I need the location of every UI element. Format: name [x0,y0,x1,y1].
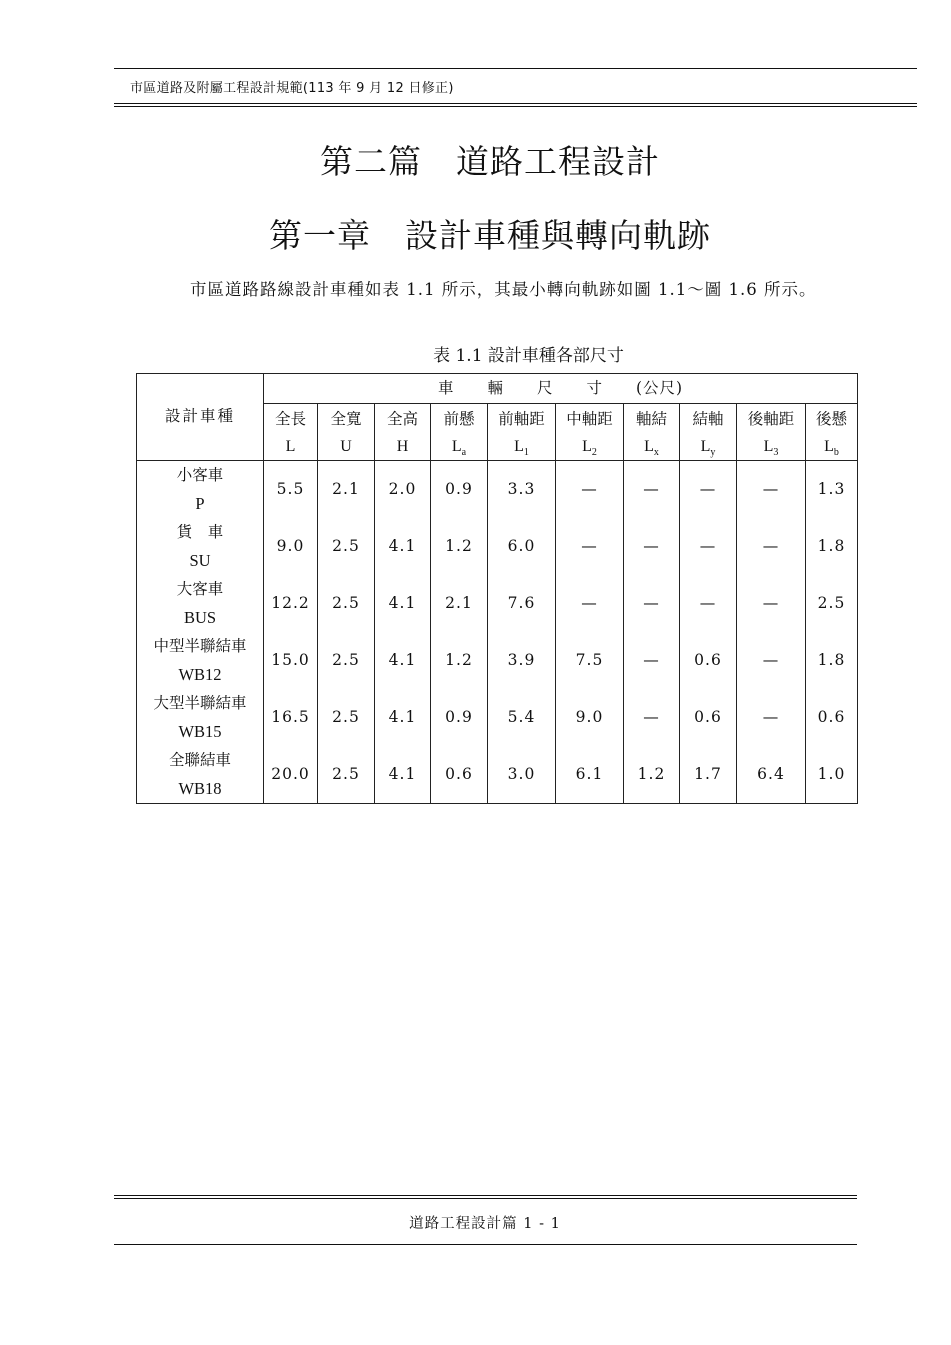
column-header [488,404,556,461]
footer-rule-bottom [114,1244,857,1245]
column-header-name: 全長 [274,410,306,428]
vehicle-code: BUS [183,608,217,627]
value-cell: 1.8 [806,632,858,689]
value-cell: 1.3 [806,461,858,519]
header-rule-top [114,68,917,69]
vehicle-code: WB18 [178,779,222,798]
vehicle-col-header-text: 設計車種 [164,407,235,426]
value-cell: 2.5 [318,518,375,575]
header-rule-bottom-2 [114,106,917,107]
vehicle-cell [137,575,264,632]
value-cell: 0.6 [431,746,488,804]
value-cell: — [624,575,680,632]
column-header-symbol: L [285,438,296,455]
vehicle-name: 大客車 [176,580,224,598]
table-row [137,632,858,689]
column-header [318,404,375,461]
column-header-symbol: $L_a$ [451,438,467,459]
vehicle-name: 大型半聯結車 [153,694,247,712]
value-cell: 0.9 [431,689,488,746]
value-cell: 4.1 [375,689,431,746]
value-cell: 3.3 [488,461,556,519]
value-cell: 3.9 [488,632,556,689]
value-cell: 1.7 [680,746,737,804]
column-header-name: 全高 [386,410,418,428]
page-number: 道路工程設計篇 1 - 1 [409,1216,561,1232]
value-cell: 2.0 [375,461,431,519]
vehicle-cell [137,746,264,804]
value-cell: — [737,518,806,575]
table-row [137,689,858,746]
value-cell: 1.8 [806,518,858,575]
value-cell: 4.1 [375,746,431,804]
column-header [556,404,624,461]
value-cell: 0.6 [680,632,737,689]
column-header [624,404,680,461]
value-cell: 1.2 [624,746,680,804]
value-cell: 7.6 [488,575,556,632]
footer-rule-top [114,1195,857,1196]
intro-paragraph: 市區道路路線設計車種如表 1.1 所示，其最小轉向軌跡如圖 1.1～圖 1.6 所示。 [190,280,817,299]
value-cell: 6.1 [556,746,624,804]
value-cell: 2.5 [318,746,375,804]
table-row [137,575,858,632]
value-cell: — [624,632,680,689]
column-header-symbol: $L_2$ [582,438,597,459]
vehicle-code: WB12 [178,665,222,684]
table-caption: 表 1.1 設計車種各部尺寸 [433,346,624,366]
value-cell: 1.2 [431,632,488,689]
footer-rule-top-2 [114,1198,857,1199]
column-header-name: 後軸距 [747,410,795,428]
table-row [137,461,858,519]
table-body [137,374,858,804]
table-row [137,518,858,575]
vehicle-cell [137,518,264,575]
column-header [737,404,806,461]
value-cell: — [680,461,737,519]
column-header-name: 後懸 [816,410,848,428]
column-header [806,404,858,461]
value-cell: 6.4 [737,746,806,804]
column-header [431,404,488,461]
column-header-symbol: $L_b$ [824,438,839,459]
value-cell: — [556,518,624,575]
vehicle-code: SU [189,551,211,570]
column-header-name: 全寬 [330,410,362,428]
table-row [137,746,858,804]
value-cell: — [556,461,624,519]
value-cell: 1.0 [806,746,858,804]
value-cell: 15.0 [264,632,318,689]
column-header-symbol: H [396,438,409,455]
value-cell: 2.1 [318,461,375,519]
vehicle-col-header [137,374,264,461]
value-cell: 6.0 [488,518,556,575]
value-cell: 0.6 [806,689,858,746]
column-header-name: 前懸 [443,410,475,428]
value-cell: — [624,689,680,746]
value-cell: — [737,689,806,746]
column-header-symbol: $L_y$ [700,438,716,459]
column-header-symbol: $L_1$ [514,438,529,459]
value-cell: — [680,575,737,632]
value-cell: 9.0 [264,518,318,575]
value-cell: — [680,518,737,575]
part-title: 第二篇 道路工程設計 [320,142,660,181]
column-header-symbol: $L_3$ [763,438,779,459]
group-header: 車 輛 尺 寸 (公尺) [264,374,858,404]
vehicle-name: 中型半聯結車 [153,637,247,655]
vehicle-cell [137,632,264,689]
value-cell: — [737,461,806,519]
value-cell: — [737,632,806,689]
value-cell: — [556,575,624,632]
column-header-name: 軸結 [635,410,667,428]
vehicle-code: WB15 [178,722,222,741]
value-cell: 4.1 [375,632,431,689]
vehicle-code: P [195,494,205,513]
value-cell: 7.5 [556,632,624,689]
value-cell: 0.6 [680,689,737,746]
value-cell: 5.4 [488,689,556,746]
value-cell: 2.5 [318,632,375,689]
value-cell: — [624,461,680,519]
vehicle-dimension-table [136,373,858,804]
value-cell: 2.5 [806,575,858,632]
value-cell: 4.1 [375,575,431,632]
value-cell: 1.2 [431,518,488,575]
column-header-symbol: $L_x$ [644,438,659,459]
value-cell: — [737,575,806,632]
column-header [375,404,431,461]
value-cell: 12.2 [264,575,318,632]
column-header-name: 結軸 [692,410,724,428]
vehicle-name: 小客車 [176,466,224,484]
value-cell: 3.0 [488,746,556,804]
value-cell: 5.5 [264,461,318,519]
table-header-row-group [137,374,858,404]
vehicle-cell [137,461,264,519]
value-cell: 16.5 [264,689,318,746]
vehicle-name: 貨 車 [176,523,224,541]
value-cell: — [624,518,680,575]
value-cell: 2.1 [431,575,488,632]
value-cell: 0.9 [431,461,488,519]
value-cell: 2.5 [318,575,375,632]
vehicle-cell [137,689,264,746]
value-cell: 9.0 [556,689,624,746]
running-header: 市區道路及附屬工程設計規範(113 年 9 月 12 日修正) [130,81,454,96]
chapter-title: 第一章 設計車種與轉向軌跡 [269,216,711,255]
header-rule-bottom [114,103,917,104]
column-header-symbol: U [340,438,352,455]
column-header-name: 前軸距 [498,410,545,428]
value-cell: 2.5 [318,689,375,746]
value-cell: 20.0 [264,746,318,804]
column-header [680,404,737,461]
column-header-name: 中軸距 [566,410,613,428]
column-header [264,404,318,461]
vehicle-name: 全聯結車 [168,751,231,769]
value-cell: 4.1 [375,518,431,575]
